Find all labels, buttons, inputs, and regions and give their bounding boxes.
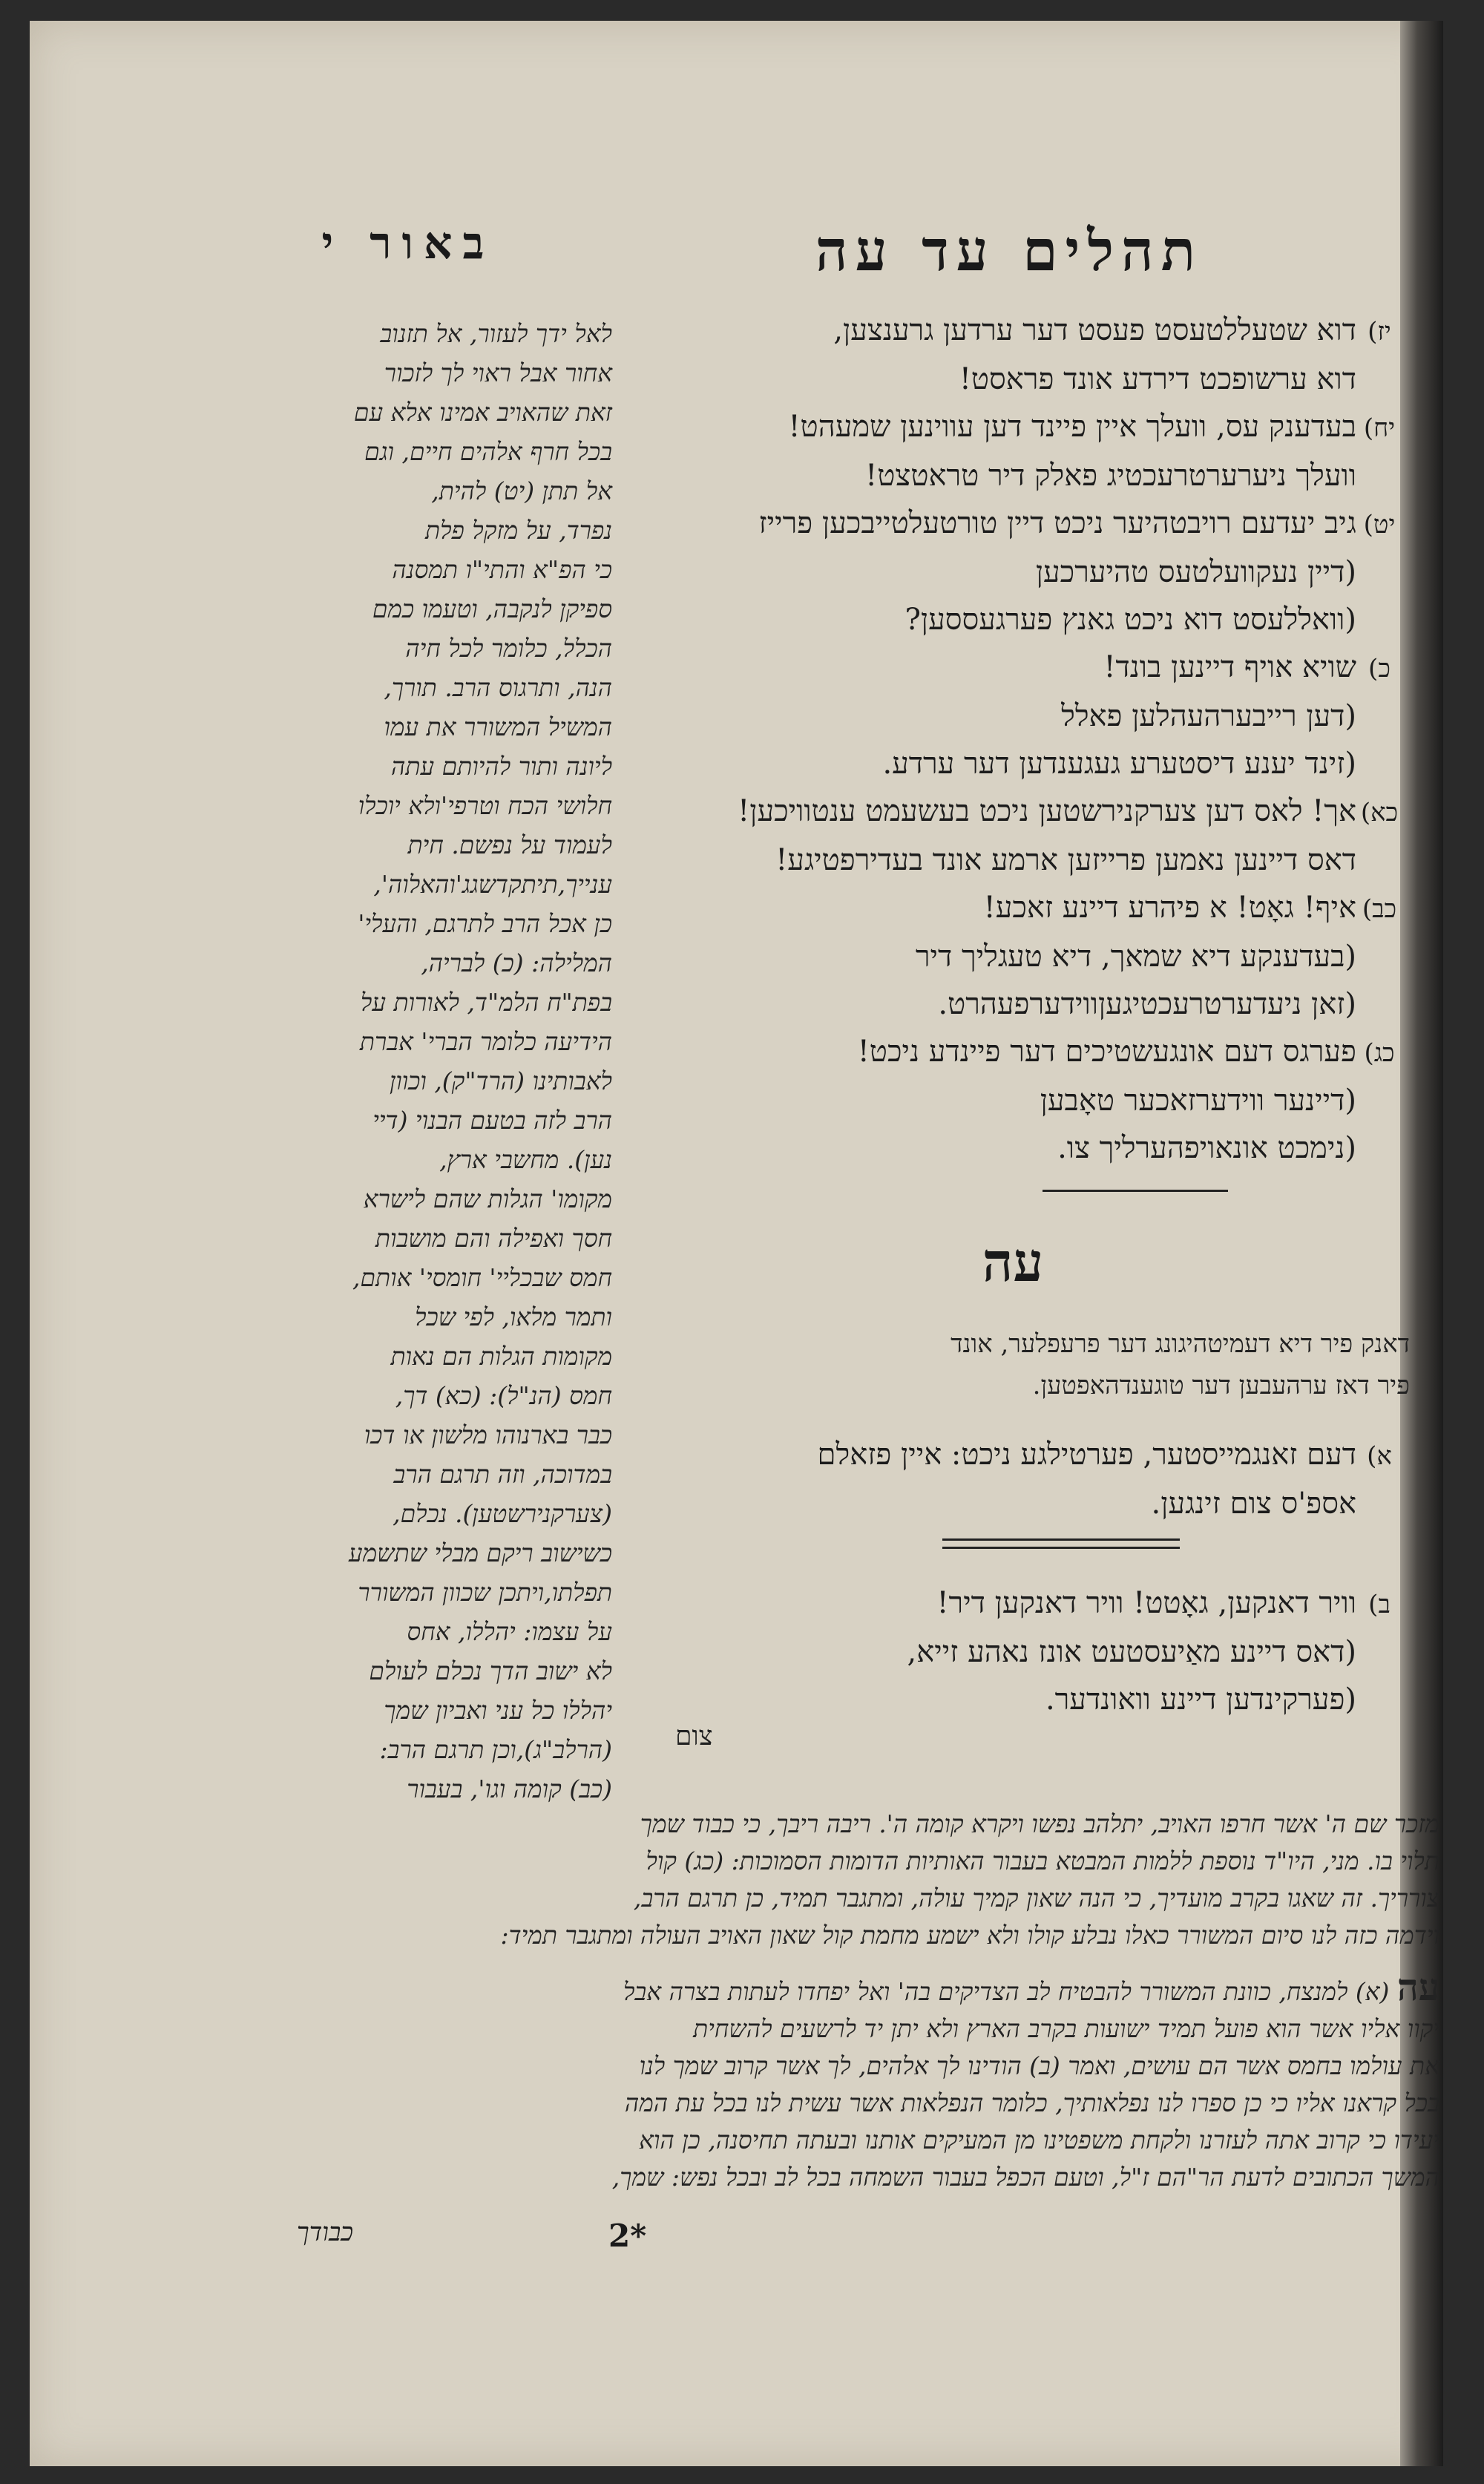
verse-line [638, 1124, 1402, 1172]
commentary-line: בכל חרף אלהים חיים, וגם [364, 437, 612, 466]
commentary-line: את עולמו בחמס אשר הם עושים, ואמר (ב) הודינו לך אלהים, לך אשר קרוב שמך לנו [639, 2051, 1439, 2080]
psalm75-number: עה [982, 1230, 1044, 1294]
verse-number: (כ [1368, 654, 1391, 684]
commentary-line: לעמוד על נפשם. חית [407, 830, 612, 859]
verse-line [638, 1028, 1402, 1077]
commentary-line: בפת"ח הלמ"ד, לאורות על [360, 988, 612, 1017]
commentary-line: יעידו כי קרוב אתה לעזרנו ולקחת משפטינו מן המעיקים אותנו ובעתה תחיסנה, כן הוא [639, 2126, 1439, 2154]
commentary-line: (כב) קומה וגו', בעבור [407, 1774, 612, 1803]
verse-number: (כב [1362, 894, 1397, 924]
commentary-line: צורריך. זה שאגו בקרב מועדיך, כי הנה שאון קמיך עולה, ומתגבר תמיד, כן תרגם הרב, [633, 1884, 1439, 1913]
psalm74-verses [638, 307, 1402, 1192]
verse-line [638, 740, 1402, 787]
commentary-line: הכלל, כלומר לכל חיה [405, 634, 612, 663]
block-gap [252, 1954, 1439, 1969]
commentary-line: ספיקן לנקבה, וטעמו כמם [372, 594, 612, 623]
commentary-line: ענייך,תיתקדשגג'והאלוה', [373, 870, 612, 899]
verse-line [638, 643, 1402, 692]
verse-text: (דיין נעקוועלטעס טהיערכען [1035, 555, 1356, 589]
verse-text: דוא ערשופכט דירדע אונד פראסט! [959, 362, 1356, 396]
verse-text: אך! לאס דען צערקנירשטען ניכט בעשעמט ענטוויכען! [738, 794, 1356, 828]
verse-text: בעדענק עס, וועלך איין פיינד דען עווינען שמעהט! [788, 410, 1356, 444]
verse-text: שויא אויף דיינען בונד! [1103, 650, 1356, 684]
verse-line [638, 1480, 1402, 1527]
psalm75-verses-2 [638, 1579, 1402, 1723]
commentary-line: לאל ידך לעזור, אל תזנוב [380, 319, 612, 348]
verse-text: (זאן ניעדערטרעכטיגעןווידערפעהרט. [938, 987, 1356, 1021]
page-title: תהלים עד עה [815, 217, 1204, 284]
commentary-line: במדוכה, וזה תרגם הרב [393, 1460, 612, 1489]
verse-text: (דאס דיינע מאַיעסטעט אונז נאהע זייא, [907, 1635, 1356, 1669]
verse-line [638, 980, 1402, 1028]
verse-line [638, 787, 1402, 836]
verse-text: (בעדענקע דיא שמאך, דיא טעגליך דיר [915, 940, 1356, 974]
commentary-line: יהללו כל עני ואביון שמך [384, 1696, 612, 1725]
commentary-line: ותמר מלאו, לפי שכל [415, 1302, 612, 1331]
psalm75-superscription [668, 1323, 1410, 1406]
commentary-text: (א) למנצח, כוונת המשורר להבטיח לב הצדיקים בה' ואל יפחדו לעתות בצרה אבל [623, 1977, 1390, 2006]
catchword: צום [675, 1721, 713, 1751]
commentary-line: מזכר שם ה' אשר חרפו האויב, יתלהב נפשו ויקרא קומה ה'. ריבה ריבך, כי כבוד שמך [640, 1809, 1439, 1838]
verse-line [638, 1431, 1402, 1480]
commentary-line: זאת שהאויב אמינו אלא עם [353, 398, 612, 427]
verse-line [638, 307, 1402, 355]
commentary-line: (צערקנירשטען). נכלם, [393, 1499, 612, 1528]
commentary-line: תפלתו,ויתכן שכוון המשורר [358, 1578, 612, 1607]
psalm-marker: עה [1396, 1965, 1439, 2009]
bottom-commentary [252, 1806, 1439, 2196]
commentary-line: חמס שבכליי' חומסי' אותם, [352, 1263, 612, 1292]
verse-text: (זינד יענע דיסטערע געגענדען דער ערדע. [882, 747, 1356, 781]
commentary-line: כבר בארנוהו מלשון או דכו [364, 1420, 612, 1449]
verse-number: (יז [1368, 317, 1391, 347]
verse-line [638, 933, 1402, 980]
verse-line [638, 596, 1402, 643]
verse-text: דעם זאנגמייסטער, פערטילגע ניכט: איין פזאלם [817, 1438, 1356, 1472]
commentary-line: כשישוב ריקם מבלי שתשמע [348, 1538, 612, 1567]
verse-text: (פערקינדען דיינע וואונדער. [1045, 1682, 1356, 1717]
commentary-line: מקומות הגלות הם נאות [390, 1342, 612, 1371]
superscription-line: דאנק פיר דיא דעמיטהיגונג דער פרעפלער, אונד [951, 1329, 1410, 1359]
verse-number: (יח [1363, 413, 1396, 443]
commentary-line: אל תתן (יט) להית, [431, 476, 612, 505]
commentary-line: הנה, ותרגוס הרב. תורך, [384, 673, 612, 702]
commentary-line [252, 1965, 1439, 2011]
verse-line [638, 692, 1402, 740]
commentary-title: באור י [321, 217, 495, 269]
book-page [30, 21, 1443, 2466]
verse-text: דוא שטעללטעסט פעסט דער ערדען גרענצען, [833, 313, 1356, 347]
verse-line [638, 452, 1402, 499]
psalm75-verse-1 [638, 1431, 1402, 1527]
verse-text: (דיינער ווידערזאכער טאָבען [1040, 1084, 1356, 1118]
verse-number: (כא [1360, 798, 1399, 828]
commentary-line: וידמה כזה לנו סיום המשורר כאלו נבלע קולו ולא ישמע מחמת קול שאון האויב העולה ומתגבר תמיד: [500, 1921, 1439, 1950]
section-divider [1043, 1190, 1228, 1192]
commentary-line: נען). מחשבי ארץ, [439, 1145, 612, 1174]
verse-line [638, 1579, 1402, 1628]
verse-text: וועלך ניערערטרעכטיג פאלק דיר טראטצט! [865, 459, 1356, 493]
verse-line [638, 499, 1402, 548]
verse-text: דאס דיינען נאמען פרייזען ארמע אונד בעדירפטיגע! [775, 843, 1356, 877]
verse-line [638, 884, 1402, 933]
commentary-line: חסך ואפילה והם מושבות [375, 1224, 612, 1253]
verse-number: (א [1367, 1441, 1392, 1471]
page-number: 2* [608, 2218, 647, 2254]
commentary-line: המלילה: (כ) לבריה, [421, 948, 612, 977]
verse-number: (יט [1363, 510, 1396, 540]
verse-text: פערגס דעם אונגעשטיכים דער פיינדע ניכט! [857, 1035, 1356, 1069]
verse-line [638, 1676, 1402, 1723]
commentary-line: תלוי בו. מני, היו"ד נוספת ללמות המבטא בעבור האותיות הדומות הסמוכות: (כג) קול [646, 1846, 1439, 1875]
verse-number: (כג [1364, 1038, 1395, 1068]
commentary-line: בכל קראנו אליו כי כן ספרו לנו נפלאותיך, כלומר הנפלאות אשר עשית לנו בכל עת המה [624, 2088, 1439, 2117]
verse-text: אספ'ס צום זינגען. [1151, 1487, 1356, 1521]
verse-text: וויר דאנקען, גאָטט! וויר דאנקען דיר! [936, 1586, 1356, 1620]
commentary-line: (הרלב"ג),וכן תרגם הרב: [379, 1735, 612, 1764]
double-rule-bottom [942, 1547, 1180, 1549]
commentary-column [271, 314, 612, 1809]
verse-text: גיב יעדעם רויבטהיער ניכט דיין טורטעלטייבכען פרייז [758, 506, 1356, 540]
commentary-line: ליונה ותור להיותם עתה [390, 752, 612, 781]
verse-line [638, 355, 1402, 403]
footer-signature: כבודך [297, 2218, 353, 2247]
commentary-line: חלושי הכח וטרפי'ולא יוכלו [358, 791, 612, 820]
superscription-line: פיר דאז ערהעבען דער טוגענדהאפטען. [1032, 1371, 1410, 1400]
verse-text: (וואללעסט דוא ניכט גאנץ פערגעססען? [904, 603, 1356, 637]
commentary-line: המשך הכתובים לדעת הר"הם ז"ל, וטעם הכפל בעבור השמחה בכל לב ובכל נפש: שמך, [611, 2163, 1439, 2192]
verse-text: איף! גאָט! א פיהרע דיינע זאכע! [983, 891, 1356, 925]
commentary-line: חמס (הנ"ל): (כא) דך, [395, 1381, 612, 1410]
double-rule-top [942, 1538, 1180, 1541]
commentary-line: כי הפ"א והתי"ו תמסנה [392, 555, 612, 584]
verse-line [638, 548, 1402, 596]
commentary-line: הרב לזה בטעם הבנוי (דיי [372, 1106, 612, 1135]
commentary-line: כן אכל הרב לתרגם, והעלי' [358, 909, 612, 938]
commentary-line: אחור אבל ראוי לך לזכור [384, 358, 612, 387]
commentary-line: מקומו' הגלות שהם לישרא [363, 1184, 612, 1213]
commentary-line: לאבותינו (הרד"ק), וכוון [389, 1066, 612, 1095]
commentary-line: הידיעה כלומר הברי' אברת [359, 1027, 612, 1056]
verse-text: (נימכט אונאויפהערליך צו. [1057, 1131, 1356, 1165]
commentary-line: יקוו אליו אשר הוא פועל תמיד ישועות בקרב הארץ ולא יתן יד לרשעים להשחית [693, 2014, 1439, 2043]
verse-text: (דען רייבערהעהלען פאלל [1061, 699, 1356, 733]
verse-number: (ב [1368, 1590, 1391, 1619]
commentary-line: לא ישוב הדך נכלם לעולם [369, 1656, 612, 1685]
commentary-line: על עצמו: יהללו, אחס [407, 1617, 612, 1646]
commentary-line: נפרד, על מזקל פלת [424, 516, 612, 545]
verse-line [638, 836, 1402, 884]
verse-line [638, 1628, 1402, 1676]
verse-line [638, 1077, 1402, 1124]
commentary-line: המשיל המשורר את עמו [384, 712, 612, 741]
verse-line [638, 403, 1402, 452]
